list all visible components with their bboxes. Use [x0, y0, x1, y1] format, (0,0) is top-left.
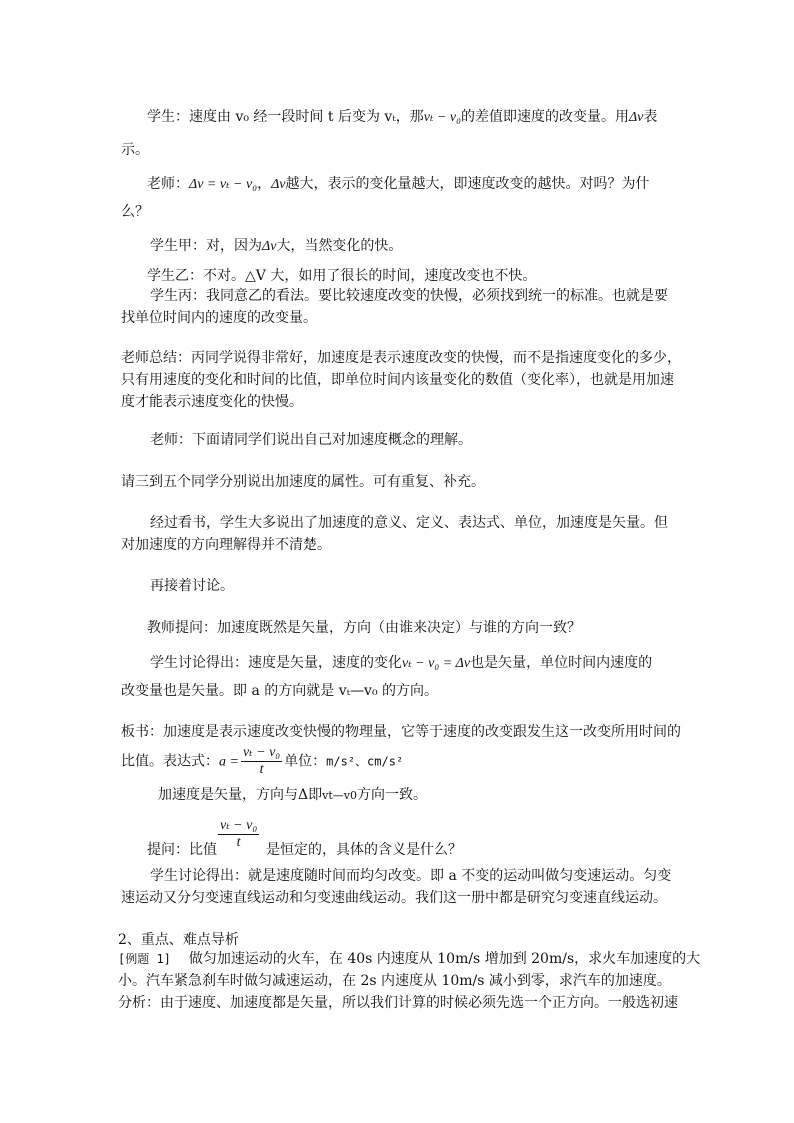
formula-delta-v: Δv — [271, 177, 286, 192]
formula-delta-v: Δv — [628, 110, 644, 125]
line-17: 教师提问：加速度既然是矢量，方向（由谁来决定）与谁的方向一致？ — [147, 620, 581, 636]
line-15: 对加速度的方向理解得并不清楚。 — [121, 537, 331, 553]
text: 单位： — [284, 753, 327, 770]
formula-small: vt—v0 — [322, 789, 357, 802]
text: 越大，表示的变化量越大，即速度改变的越快。对吗？为什 — [285, 176, 650, 192]
fraction-numerator: vₜ − v₀ — [242, 745, 281, 760]
text: 做匀加速运动的火车，在 40s 内速度从 10m/s 增加到 20m/s，求火车加速度的大 — [188, 951, 701, 967]
line-22 — [158, 786, 427, 805]
line-6: 学生乙：不对。△V 大，如用了很长的时间，速度改变也不快。 — [147, 268, 537, 284]
text: 提问：比值 — [147, 842, 217, 858]
text: 比值。表达式： — [121, 753, 219, 770]
line-18 — [150, 654, 652, 673]
text: 老师： — [147, 176, 189, 192]
line-24: 学生讨论得出：就是速度随时间而均匀改变。即 a 不变的运动叫做匀变速运动。匀变 — [150, 868, 672, 884]
fraction-denominator: t — [236, 835, 241, 850]
line-5 — [150, 237, 402, 256]
units: m/s²、cm/s² — [326, 754, 404, 769]
formula-fraction — [241, 745, 282, 778]
text: 学生：速度由 v₀ 经一段时间 t 后变为 vₜ，那 — [147, 109, 424, 125]
line-16: 再接着讨论。 — [150, 578, 234, 594]
line-10: 只有用速度的变化和时间的比值，即单位时间内该量变化的数值（变化率），也就是用加速 — [121, 372, 674, 388]
text: ， — [257, 176, 272, 192]
line-14: 经过看书，学生大多说出了加速度的意义、定义、表达式、单位，加速度是矢量。但 — [150, 515, 668, 531]
line-23 — [147, 841, 217, 859]
text: 是恒定的，具体的含义是什么？ — [266, 842, 462, 858]
formula-delta-v-def: Δv = vₜ − v₀ — [189, 177, 258, 192]
formula-a-lhs: a = — [219, 754, 239, 770]
line-20: 板书：加速度是表示速度改变快慢的物理量，它等于速度的改变跟发生这一改变所用时间的 — [121, 724, 681, 740]
text: 学生讨论得出：速度是矢量，速度的变化 — [150, 655, 402, 671]
line-2: 示。 — [121, 142, 149, 158]
line-7: 学生丙：我同意乙的看法。要比较速度改变的快慢，必须找到统一的标准。也就是要 — [150, 288, 668, 304]
text: 加速度是矢量，方向与Δ即 — [158, 787, 323, 803]
text: 大，当然变化的快。 — [276, 238, 403, 254]
text: 方向一致。 — [356, 787, 427, 803]
line-23-fraction — [218, 818, 259, 851]
line-21 — [121, 745, 403, 778]
line-23b — [266, 841, 462, 859]
line-29: 分析：由于速度、加速度都是矢量，所以我们计算的时候必须先选一个正方向。一般选初速 — [118, 995, 678, 1011]
example-label: [例题 1] — [118, 952, 171, 966]
text: 表 — [643, 109, 658, 125]
line-27 — [118, 950, 700, 968]
formula-vt-minus-v0: vₜ − v₀ — [423, 110, 461, 125]
line-28: 小。汽车紧急刹车时做匀减速运动，在 2s 内速度从 10m/s 减小到零，求汽车的加速度。 — [118, 973, 671, 989]
text: 学生甲：对，因为 — [150, 238, 262, 254]
line-11: 度才能表示速度变化的快慢。 — [121, 394, 303, 410]
line-13: 请三到五个同学分别说出加速度的属性。可有重复、补充。 — [121, 474, 485, 490]
text: 的差值即速度的改变量。用 — [460, 109, 629, 125]
text: 也是矢量，单位时间内速度的 — [470, 655, 653, 671]
line-1 — [147, 108, 657, 127]
line-12: 老师：下面请同学们说出自己对加速度概念的理解。 — [150, 432, 472, 448]
line-19: 改变量也是矢量。即 a 的方向就是 vₜ—v₀ 的方向。 — [121, 683, 439, 699]
line-25: 速运动又分匀变速直线运动和匀变速曲线运动。我们这一册中都是研究匀变速直线运动。 — [121, 890, 667, 906]
line-26: 2、重点、难点导析 — [118, 932, 239, 948]
ratio-fraction — [218, 818, 259, 851]
line-4: 么？ — [121, 204, 149, 220]
line-9: 老师总结：丙同学说得非常好，加速度是表示速度改变的快慢，而不是指速度变化的多少， — [121, 350, 681, 366]
fraction-denominator: t — [259, 762, 264, 777]
line-3 — [147, 175, 650, 194]
fraction-numerator: vₜ − v₀ — [220, 818, 258, 833]
line-8: 找单位时间内的速度的改变量。 — [121, 310, 317, 326]
formula-delta-v: Δv — [262, 239, 277, 254]
formula-delta-v-eq: vₜ − v₀ = Δv — [402, 656, 471, 671]
